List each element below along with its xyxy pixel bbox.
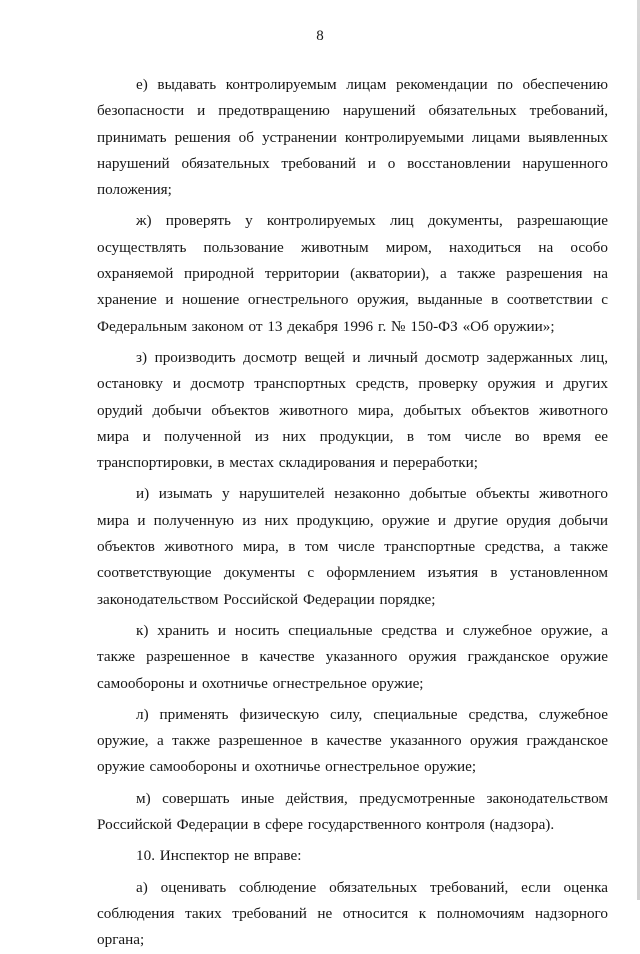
paragraph-l: л) применять физическую силу, специальные средства, служебное оружие, а также разрешенное в качестве указанного оружия гражданское оружие самообороны и охотничье огнестрельное оружие; [97,705,608,776]
paragraph-z: з) производить досмотр вещей и личный досмотр задержанных лиц, остановку и досмотр транспортных средств, проверку оружия и других орудий добычи объектов животного мира, добытых объектов животного мира и полученной из них продукции, в том числе во время ее транспортировки, в местах складирования и переработки; [97,348,608,472]
paragraph-item-10: 10. Инспектор не вправе: [136,847,302,865]
paragraph-i: и) изымать у нарушителей незаконно добытые объекты животного мира и полученную из них продукцию, оружие и другие орудия добычи объектов животного мира, в том числе транспортные средства, а также соответствующие документы с оформлением изъятия в установленном законодательством Российской Федерации порядке; [97,485,608,608]
page-number: 8 [316,28,324,44]
document-body [97,72,608,954]
paragraph-e: е) выдавать контролируемым лицам рекомендации по обеспечению безопасности и предотвращению нарушений обязательных требований, принимать решения об устранении контролируемыми лицами выявленных нарушений обязательных требований и о восстановлении нарушенного положения; [97,76,608,199]
paragraph-k: к) хранить и носить специальные средства и служебное оружие, а также разрешенное в качестве указанного оружия гражданское оружие самообороны и охотничье огнестрельное оружие; [97,621,608,692]
paragraph-m: м) совершать иные действия, предусмотренные законодательством Российской Федерации в сфере государственного контроля (надзора). [97,789,608,834]
paragraph-zh: ж) проверять у контролируемых лиц документы, разрешающие осуществлять пользование животным миром, находиться на особо охраняемой природной территории (акватории), а также разрешения на хранение и ношение огнестрельного оружия, выданные в соответствии с Федеральным законом от 13 декабря 1996 г. № 150-ФЗ «Об оружии»; [97,212,608,335]
paragraph-a: а) оценивать соблюдение обязательных требований, если оценка соблюдения таких требований не относится к полномочиям надзорного органа; [97,878,608,949]
